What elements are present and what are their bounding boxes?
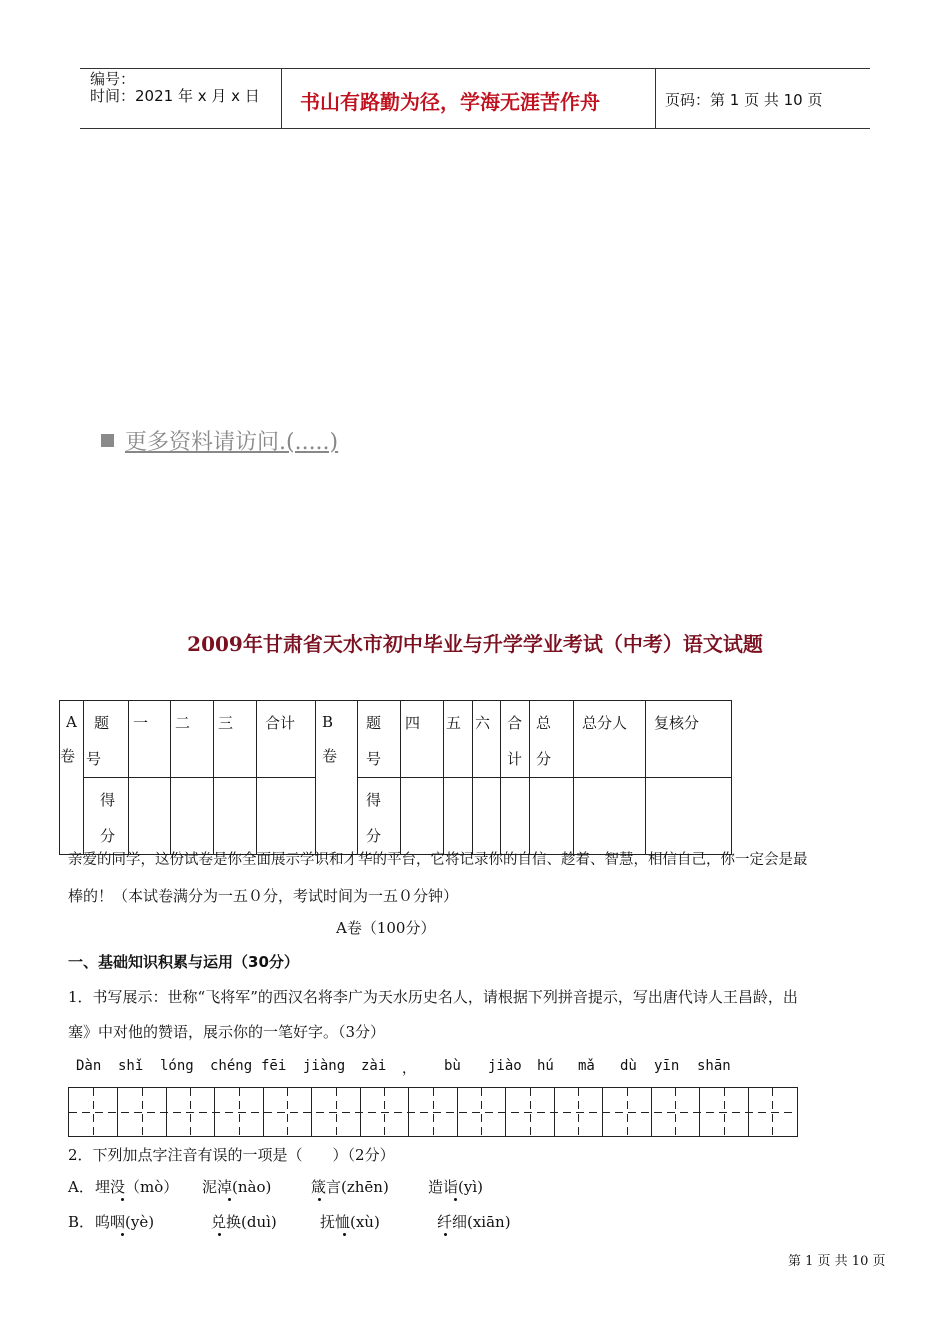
col-label: 三	[218, 714, 234, 732]
col-label: 分	[536, 750, 552, 768]
header-divider	[281, 68, 282, 129]
intro-line: 亲爱的同学，这份试卷是你全面展示学识和才华的平台，它将记录你的自信、趁着、智慧，相信自己，你一定会是最	[68, 852, 808, 868]
item-label: 号	[366, 750, 382, 768]
q2-option-a-item: 埋没（mò）	[95, 1178, 179, 1196]
q2-option-a-label: A．	[68, 1178, 94, 1196]
score-cell[interactable]	[171, 778, 214, 855]
a-label: 卷	[60, 747, 76, 765]
header-time-label: 时间：2021 年 x 月 x 日	[90, 87, 260, 105]
score-cell[interactable]	[530, 778, 574, 855]
pinyin-syllable: zài	[361, 1058, 387, 1074]
item-label: 题	[366, 714, 382, 732]
subtotal-b-header	[501, 701, 530, 778]
score-cell[interactable]	[257, 778, 316, 855]
emphasis-dot	[444, 1233, 447, 1236]
a-label: A	[66, 713, 77, 731]
emphasis-dot	[454, 1198, 457, 1201]
col-label: 总	[536, 714, 552, 732]
q2-option-b-label: B．	[68, 1213, 95, 1231]
score-cell[interactable]	[473, 778, 501, 855]
col-label: 合计	[265, 714, 296, 732]
section-a-heading: A卷（100分）	[336, 919, 436, 937]
page-title: 2009年甘肃省天水市初中毕业与升学学业考试（中考）语文试题	[187, 632, 763, 656]
pinyin-syllable: Dàn	[76, 1058, 102, 1074]
pinyin-syllable: dù	[620, 1058, 637, 1074]
writing-grid[interactable]	[68, 1087, 798, 1137]
col-label: 五	[446, 714, 462, 732]
score-label: 得	[366, 791, 382, 809]
q2-option-b-item: 兑换(duì)	[211, 1213, 277, 1231]
q2-option-a-item: 造诣(yì)	[428, 1178, 483, 1196]
pinyin-row	[0, 1058, 950, 1078]
total-scorer-header	[574, 701, 646, 778]
pinyin-syllable: mǎ	[578, 1058, 595, 1074]
q2-option-b-item: 纤细(xiān)	[437, 1213, 511, 1231]
emphasis-dot	[318, 1198, 321, 1201]
col-label: 计	[507, 750, 523, 768]
pinyin-syllable: chéng	[210, 1058, 253, 1074]
emphasis-dot	[218, 1233, 221, 1236]
col-label: 四	[405, 714, 421, 732]
pinyin-syllable: shān	[697, 1058, 731, 1074]
score-cell[interactable]	[646, 778, 732, 855]
score-cell[interactable]	[214, 778, 257, 855]
q2-option-a-item: 泥淖(nào)	[202, 1178, 272, 1196]
score-cell[interactable]	[129, 778, 171, 855]
col-header-2	[171, 701, 214, 778]
score-table	[59, 700, 732, 855]
q2-option-b-item: 抚恤(xù)	[320, 1213, 380, 1231]
score-cell[interactable]	[444, 778, 473, 855]
q2-stem: 2．下列加点字注音有误的一项是（ ）（2分）	[68, 1146, 395, 1164]
score-row-label	[84, 778, 129, 855]
pinyin-syllable: lóng	[160, 1058, 194, 1074]
header-page-code: 页码：第 1 页 共 10 页	[665, 91, 823, 109]
score-label: 分	[366, 827, 382, 845]
score-label: 得	[100, 791, 116, 809]
pinyin-syllable: yīn	[654, 1058, 680, 1074]
col-label: 一	[133, 714, 149, 732]
col-label: 合	[507, 714, 523, 732]
header-bottom-rule	[80, 128, 870, 129]
more-resources-link[interactable]: 更多资料请访问.(.....)	[125, 430, 339, 455]
col-header-4	[401, 701, 444, 778]
score-label: 分	[100, 827, 116, 845]
emphasis-dot	[121, 1198, 124, 1201]
q2-option-a-item: 箴言(zhēn)	[311, 1178, 389, 1196]
score-row-label-b	[358, 778, 401, 855]
q1-stem: 1．书写展示：世称“飞将军”的西汉名将李广为天水历史名人，请根据下列拼音提示，写出唐代诗人王昌龄，出	[68, 988, 798, 1006]
pinyin-syllable: shǐ	[118, 1058, 144, 1074]
subtotal-a-header	[257, 701, 316, 778]
pinyin-syllable: fēi	[261, 1058, 287, 1074]
pinyin-syllable: jiào	[488, 1058, 522, 1074]
score-cell[interactable]	[401, 778, 444, 855]
col-label: 复核分	[654, 714, 700, 732]
emphasis-dot	[343, 1233, 346, 1236]
emphasis-dot	[228, 1198, 231, 1201]
reviewer-header	[646, 701, 732, 778]
item-label: 题	[94, 714, 110, 732]
col-header-3	[214, 701, 257, 778]
header-top-rule	[80, 68, 870, 69]
q2-option-b-item: 呜咽(yè)	[95, 1213, 155, 1231]
a-section-cell	[60, 701, 84, 855]
header-motto: 书山有路勤为径，学海无涯苦作舟	[300, 90, 600, 114]
item-label: 号	[86, 750, 102, 768]
b-label: B	[322, 713, 334, 731]
pinyin-syllable: bù	[444, 1058, 461, 1074]
emphasis-dot	[121, 1233, 124, 1236]
score-cell[interactable]	[574, 778, 646, 855]
col-label: 总分人	[582, 714, 628, 732]
b-section-cell	[316, 701, 358, 855]
col-header-6	[473, 701, 501, 778]
col-label: 二	[175, 714, 191, 732]
header-divider	[655, 68, 656, 129]
q1-stem: 塞》中对他的赞语，展示你的一笔好字。（3分）	[68, 1023, 386, 1041]
page-footer: 第 1 页 共 10 页	[788, 1254, 886, 1269]
pinyin-syllable: hú	[537, 1058, 554, 1074]
intro-line: 棒的！（本试卷满分为一五０分，考试时间为一五０分钟）	[68, 887, 459, 905]
pinyin-syllable: ，	[402, 1061, 416, 1077]
col-header-1	[129, 701, 171, 778]
col-label: 六	[475, 714, 491, 732]
item-number-header	[84, 701, 129, 778]
header-number-label: 编号：	[90, 70, 136, 88]
b-label: 卷	[322, 747, 338, 765]
score-cell[interactable]	[501, 778, 530, 855]
item-number-header-b	[358, 701, 401, 778]
total-header	[530, 701, 574, 778]
part1-heading: 一、基础知识积累与运用（30分）	[68, 953, 299, 971]
col-header-5	[444, 701, 473, 778]
grid-lines	[69, 1088, 797, 1136]
pinyin-syllable: jiàng	[303, 1058, 346, 1074]
square-bullet-icon	[101, 434, 114, 447]
